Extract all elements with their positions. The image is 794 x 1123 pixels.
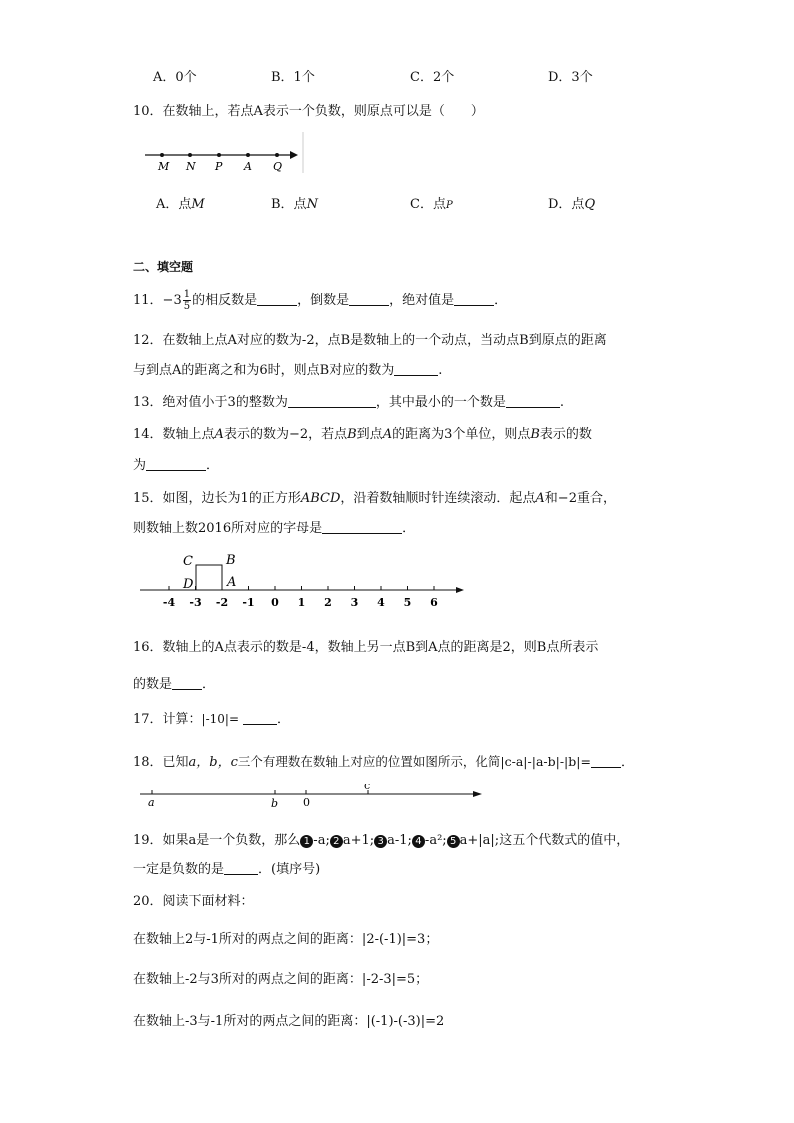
q10-option-c: C．点P xyxy=(410,197,453,212)
q18-label-0: 0 xyxy=(303,796,310,809)
q10-point-n xyxy=(188,153,192,157)
q17-answer-blank[interactable] xyxy=(243,712,277,725)
q18-label-b: b xyxy=(271,797,279,810)
q9-option-c: C．2个 xyxy=(410,70,455,85)
q11-answer-blank-1[interactable] xyxy=(257,293,297,306)
q10-option-d: D．点Q xyxy=(548,197,596,212)
q15-vertex-b: B xyxy=(226,553,236,568)
q13-answer-blank-1[interactable] xyxy=(288,395,376,408)
q20-line-2: 在数轴上-2与3所对的两点之间的距离：|-2-3|=5； xyxy=(133,972,429,987)
q15-tick-label: 5 xyxy=(403,596,412,609)
circled-number-2-icon: 2 xyxy=(330,835,343,848)
q15-tick-label: 2 xyxy=(324,596,332,609)
q10-label-p: P xyxy=(215,160,223,173)
q10-point-m xyxy=(160,153,164,157)
q10-stem: 10．在数轴上，若点A表示一个负数，则原点可以是（ ） xyxy=(133,104,484,119)
circled-number-3-icon: 3 xyxy=(374,835,387,848)
q11-answer-blank-3[interactable] xyxy=(454,293,494,306)
circled-number-5-icon: 5 xyxy=(447,835,460,848)
q20-line-1: 在数轴上2与-1所对的两点之间的距离：|2-(-1)|=3； xyxy=(133,932,439,947)
q18: 18．已知a，b，c三个有理数在数轴上对应的位置如图所示，化简|c-a|-|a-b|-|b|= ． xyxy=(133,754,634,770)
q15-vertex-d: D xyxy=(183,577,194,592)
q15-tick-labels xyxy=(163,586,438,609)
q10-point-p xyxy=(217,153,221,157)
q20-title: 20．阅读下面材料： xyxy=(133,894,254,909)
q10-label-n: N xyxy=(186,160,196,173)
q15-tick-label: -3 xyxy=(189,596,202,609)
q14-answer-blank[interactable] xyxy=(146,458,206,471)
q10-label-a: A xyxy=(244,160,252,173)
q19-line-2: 一定是负数的是 ．(填序号) xyxy=(133,862,321,877)
q10-option-b: B．点N xyxy=(271,197,318,212)
q11-answer-blank-2[interactable] xyxy=(349,293,389,306)
q19-answer-blank[interactable] xyxy=(224,862,258,875)
section-title: 二、填空题 xyxy=(133,260,194,274)
q18-number-line-figure xyxy=(140,784,490,814)
q10-number-line xyxy=(140,130,310,175)
q15-answer-blank[interactable] xyxy=(322,521,402,534)
q15-tick-label: 0 xyxy=(271,596,279,609)
q14-line-1: 14．数轴上点A表示的数为−2，若点B到点A的距离为3个单位，则点B表示的数 xyxy=(133,427,592,442)
q9-option-b: B．1个 xyxy=(271,70,315,85)
q15-tick-label: -4 xyxy=(162,596,176,609)
q10-point-a xyxy=(246,153,250,157)
q12-line-1: 12．在数轴上点A对应的数为-2，点B是数轴上的一个动点，当动点B到原点的距离 xyxy=(133,333,607,348)
q16-line-1: 16．数轴上的A点表示的数是-4，数轴上另一点B到A点的距离是2，则B点所表示 xyxy=(133,640,599,655)
q20-line-3: 在数轴上-3与-1所对的两点之间的距离：|(-1)-(-3)|=2 xyxy=(133,1014,445,1029)
q16-answer-blank[interactable] xyxy=(172,677,202,690)
q15-tick-label: 6 xyxy=(430,596,438,609)
q10-option-a: A．点M xyxy=(156,197,205,212)
q13-answer-blank-2[interactable] xyxy=(506,395,560,408)
q9-option-a: A．0个 xyxy=(153,70,197,85)
q15-number-line-figure xyxy=(140,548,470,613)
q15-line-1: 15．如图，边长为1的正方形ABCD，沿着数轴顺时针连续滚动．起点A和−2重合， xyxy=(133,491,616,506)
q10-point-q xyxy=(275,153,279,157)
q11-fraction: $\frac{1}{5}$ xyxy=(183,289,191,312)
q15-vertex-c: C xyxy=(183,554,193,569)
q15-line-2: 则数轴上数2016所对应的字母是 ． xyxy=(133,521,416,536)
q11: 11．−3 $\frac{1}{5}$ 的相反数是 ，倒数是 ，绝对值是 ． xyxy=(133,289,508,312)
q18-label-a: a xyxy=(148,796,155,809)
q15-tick-label: 1 xyxy=(297,596,306,609)
q18-label-c: c xyxy=(364,784,371,792)
q10-label-q: Q xyxy=(273,160,283,173)
circled-number-4-icon: 4 xyxy=(412,835,425,848)
q10-label-m: M xyxy=(158,160,170,173)
q13: 13．绝对值小于3的整数为 ，其中最小的一个数是 . xyxy=(133,395,564,410)
q18-answer-blank[interactable] xyxy=(591,755,621,768)
q17: 17．计算：|-10|= ． xyxy=(133,712,291,727)
q12-answer-blank[interactable] xyxy=(394,363,438,376)
q16-line-2: 的数是 ． xyxy=(133,677,216,692)
q15-tick-label: 3 xyxy=(350,596,359,609)
q14-line-2: 为 ． xyxy=(133,458,220,473)
q15-tick-label: -1 xyxy=(242,596,255,609)
q15-tick-label: -2 xyxy=(215,596,229,609)
circled-number-1-icon: 1 xyxy=(300,835,313,848)
q15-vertex-a: A xyxy=(227,575,237,590)
q12-line-2: 与到点A的距离之和为6时，则点B对应的数为 . xyxy=(133,363,443,378)
q19-line-1: 19．如果a是一个负数，那么 1 -a; 2 a+1; 3 a-1; 4 -a²; 5 a+|a|;这五个代数式的值中， xyxy=(133,833,630,848)
q17-expression: |-10|= xyxy=(201,712,240,726)
q15-tick-label: 4 xyxy=(377,596,385,609)
q15-square xyxy=(196,565,222,590)
q9-option-d: D．3个 xyxy=(548,70,593,85)
